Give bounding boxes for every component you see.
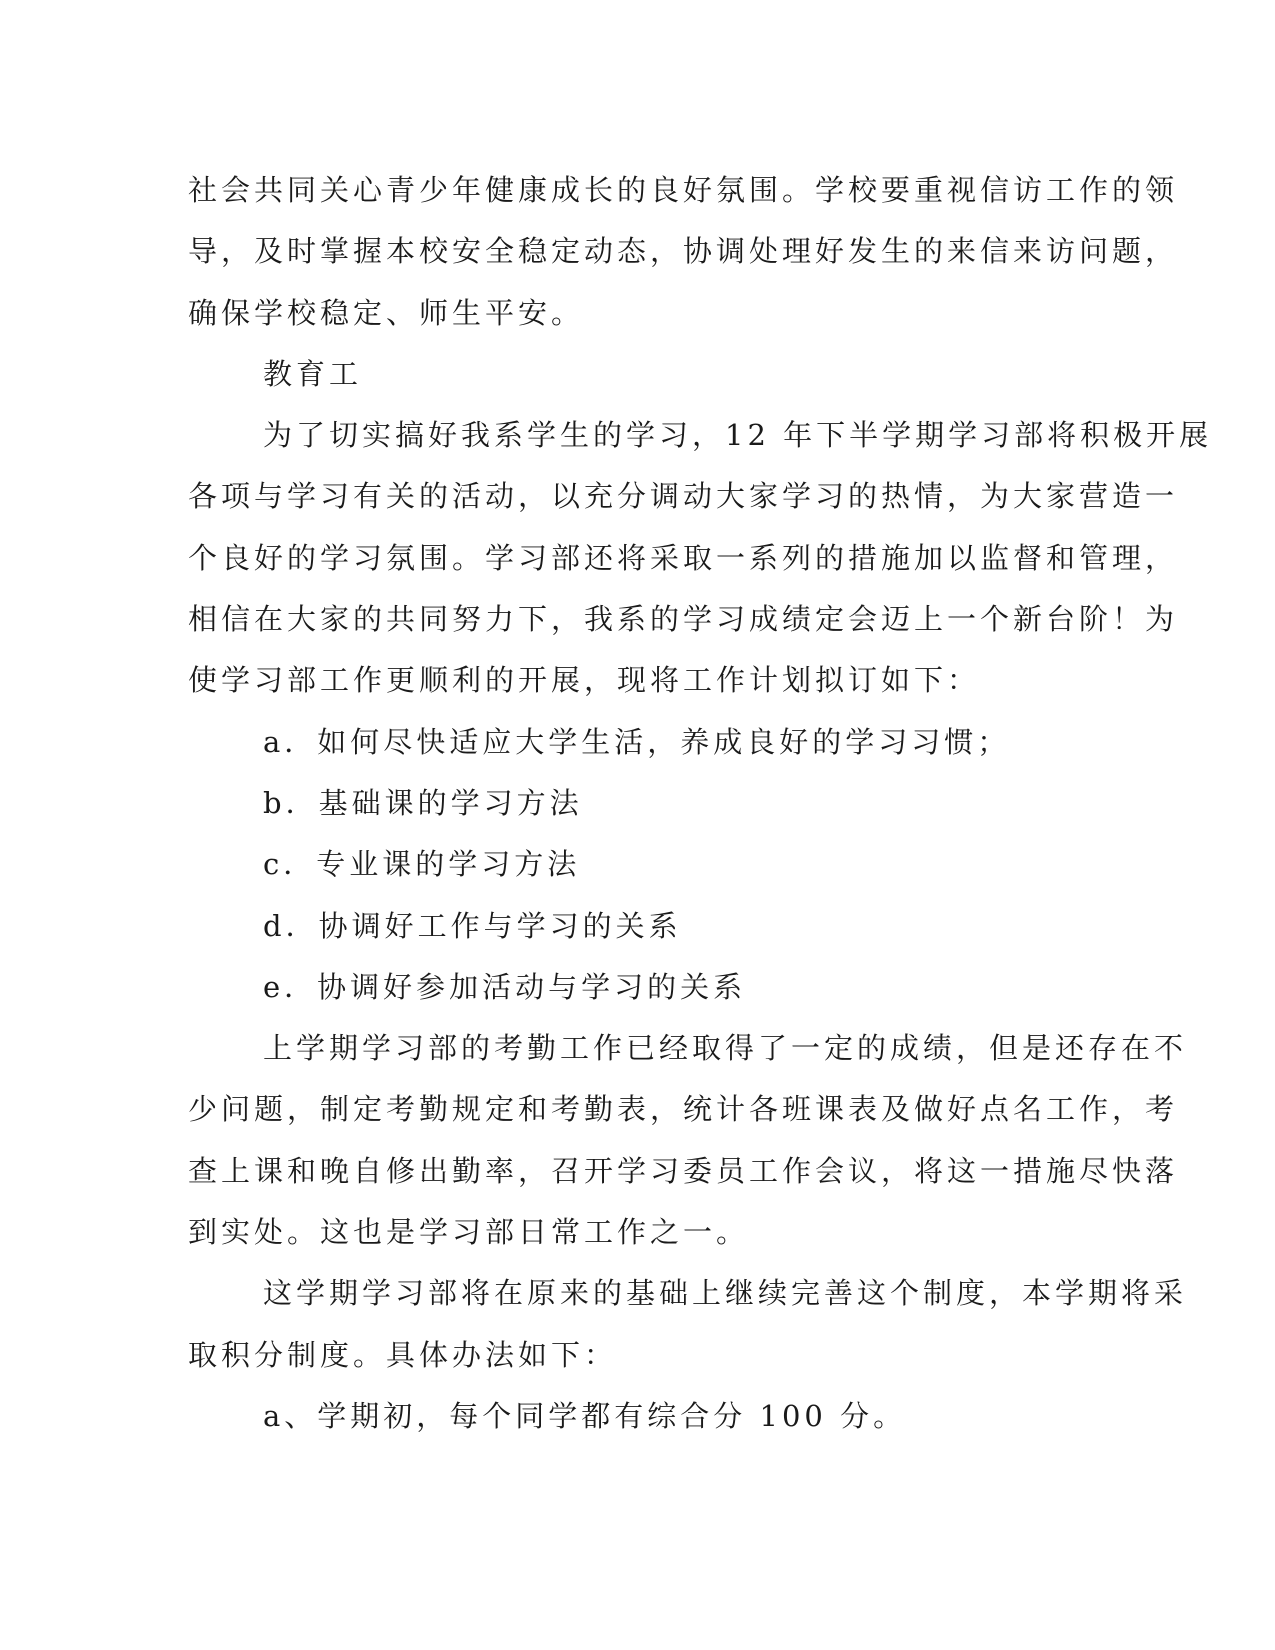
text-line: a．如何尽快适应大学生活，养成良好的学习习惯； xyxy=(263,724,1011,759)
text-line: 到实处。这也是学习部日常工作之一。 xyxy=(188,1215,750,1250)
text-line: 这学期学习部将在原来的基础上继续完善这个制度，本学期将采 xyxy=(263,1276,1188,1311)
text-line: 少问题，制定考勤规定和考勤表，统计各班课表及做好点名工作，考 xyxy=(188,1092,1179,1127)
text-line: e．协调好参加活动与学习的关系 xyxy=(263,969,747,1004)
text-line: 查上课和晚自修出勤率，召开学习委员工作会议，将这一措施尽快落 xyxy=(188,1153,1179,1188)
text-line: a、学期初，每个同学都有综合分 100 分。 xyxy=(263,1398,907,1433)
text-line: 个良好的学习氛围。学习部还将采取一系列的措施加以监督和管理， xyxy=(188,540,1179,575)
text-line: 各项与学习有关的活动，以充分调动大家学习的热情，为大家营造一 xyxy=(188,479,1179,514)
document-body xyxy=(188,160,1213,1447)
text-line: 社会共同关心青少年健康成长的良好氛围。学校要重视信访工作的领 xyxy=(188,173,1179,207)
text-line: 相信在大家的共同努力下，我系的学习成绩定会迈上一个新台阶！为 xyxy=(188,602,1179,637)
text-line: 使学习部工作更顺利的开展，现将工作计划拟订如下： xyxy=(188,663,981,698)
text-line: c．专业课的学习方法 xyxy=(263,847,581,882)
text-line: 上学期学习部的考勤工作已经取得了一定的成绩，但是还存在不 xyxy=(263,1031,1188,1066)
text-line: 导，及时掌握本校安全稳定动态，协调处理好发生的来信来访问题， xyxy=(188,234,1179,269)
text-line: d．协调好工作与学习的关系 xyxy=(263,908,682,943)
text-line: 教育工 xyxy=(263,356,363,391)
text-line: b．基础课的学习方法 xyxy=(263,785,583,820)
text-line: 取积分制度。具体办法如下： xyxy=(188,1337,618,1372)
text-line: 确保学校稳定、师生平安。 xyxy=(188,295,585,330)
text-line: 为了切实搞好我系学生的学习，12 年下半学期学习部将积极开展 xyxy=(263,418,1213,453)
